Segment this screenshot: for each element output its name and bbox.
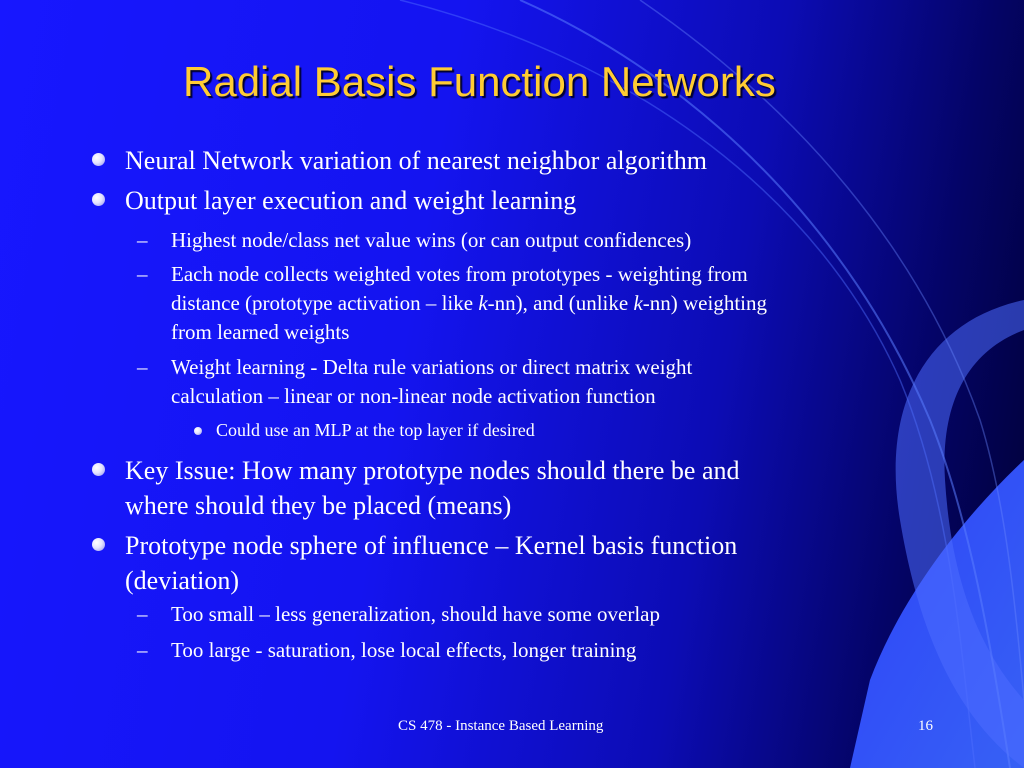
bullet-text: Neural Network variation of nearest neighbor algorithm — [125, 146, 707, 175]
bullet-item-level-1 — [125, 143, 707, 178]
bullet-line — [171, 600, 660, 629]
bullet-text: where should they be placed (means) — [125, 491, 512, 520]
bullet-line — [171, 260, 767, 289]
bullet-dot-icon — [92, 538, 105, 551]
bullet-line — [125, 143, 707, 178]
bullet-line — [125, 453, 739, 488]
bullet-line — [125, 563, 737, 598]
bullet-item-level-2 — [137, 636, 637, 665]
bullet-line — [125, 528, 737, 563]
bullet-line — [216, 418, 535, 442]
bullet-text: Could use an MLP at the top layer if desired — [216, 420, 535, 440]
bullet-line — [125, 488, 739, 523]
bullet-text: calculation – linear or non-linear node activation function — [171, 384, 656, 408]
bullet-text: (deviation) — [125, 566, 240, 595]
bullet-item-level-2 — [137, 600, 660, 629]
bullet-text: Output layer execution and weight learning — [125, 186, 577, 215]
bullet-line — [171, 226, 691, 255]
bullet-text-italic: k — [478, 291, 488, 315]
bullet-text: Too small – less generalization, should have some overlap — [171, 602, 660, 626]
bullet-text: -nn), and (unlike — [487, 291, 634, 315]
bullet-text: from learned weights — [171, 320, 350, 344]
bullet-text: Weight learning - Delta rule variations or direct matrix weight — [171, 355, 693, 379]
dash-bullet-icon: – — [137, 228, 148, 252]
bullet-dot-icon — [92, 463, 105, 476]
bullet-text: Key Issue: How many prototype nodes should there be and — [125, 456, 740, 485]
bullet-text: -nn) weighting — [642, 291, 768, 315]
bullet-item-level-1 — [125, 453, 739, 523]
bullet-line — [171, 289, 767, 318]
footer-course-title: CS 478 - Instance Based Learning — [398, 718, 604, 734]
bullet-text-italic: k — [633, 291, 643, 315]
dash-bullet-icon: – — [137, 638, 148, 662]
bullet-text: Prototype node sphere of influence – Kernel basis function — [125, 531, 738, 560]
bullet-line — [171, 318, 767, 347]
bullet-item-level-1 — [125, 528, 737, 598]
bullet-dot-icon — [92, 153, 105, 166]
bullet-item-level-2 — [137, 353, 693, 411]
bullet-item-level-2 — [137, 226, 692, 255]
dash-bullet-icon: – — [137, 262, 148, 286]
bullet-text: Too large - saturation, lose local effects, longer training — [171, 638, 637, 662]
bullet-item-level-2 — [137, 260, 768, 347]
bullet-dot-icon — [92, 193, 105, 206]
slide-title: Radial Basis Function Networks — [183, 58, 776, 105]
dash-bullet-icon: – — [137, 602, 148, 626]
bullet-text: distance (prototype activation – like — [171, 291, 479, 315]
bullet-line — [171, 382, 692, 411]
bullet-line — [171, 636, 636, 665]
bullet-line — [125, 183, 576, 218]
slide-number: 16 — [918, 718, 933, 734]
bullet-text: Each node collects weighted votes from prototypes - weighting from — [171, 262, 748, 286]
dash-bullet-icon: – — [137, 355, 148, 379]
bullet-item-level-1 — [125, 183, 576, 218]
bullet-dot-icon — [194, 427, 202, 435]
bullet-text: Highest node/class net value wins (or can output confidences) — [171, 228, 692, 252]
bullet-line — [171, 353, 692, 382]
bullet-item-level-3 — [216, 418, 535, 442]
